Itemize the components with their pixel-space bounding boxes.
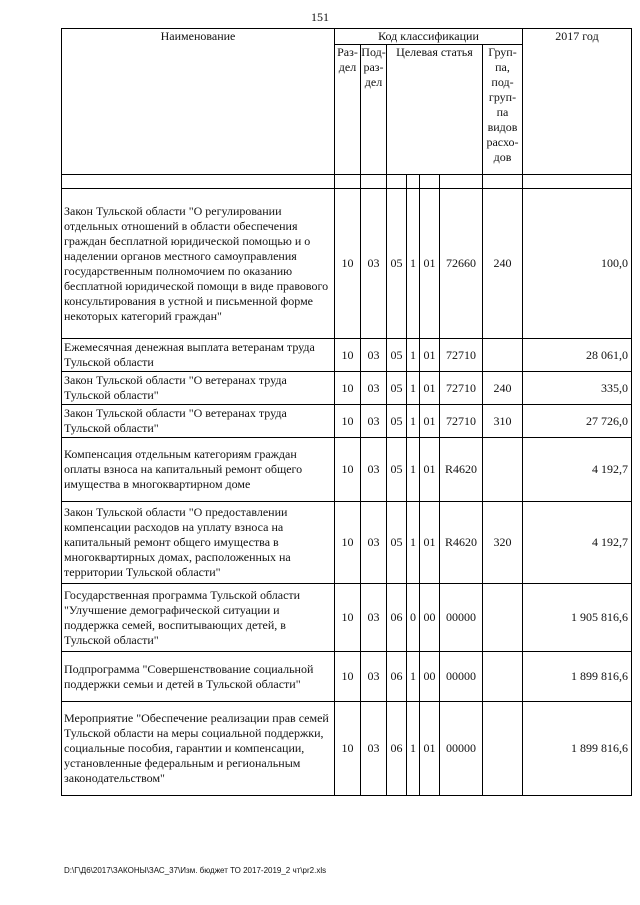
row-razdel: 10 xyxy=(335,502,361,584)
header-target: Целевая статья xyxy=(387,45,483,175)
row-group: 320 xyxy=(483,502,523,584)
header-code: Код классификации xyxy=(335,29,523,45)
row-name: Государственная программа Тульской области "Улучшение демографической ситуации и поддержка семей, воспитывающих детей, в Тульской области" xyxy=(62,584,335,652)
row-group xyxy=(483,652,523,702)
row-target-2: 0 xyxy=(407,584,420,652)
row-target-4: 00000 xyxy=(440,702,483,796)
row-target-4: 72710 xyxy=(440,339,483,372)
row-podrazdel: 03 xyxy=(361,702,387,796)
row-target-1: 05 xyxy=(387,502,407,584)
row-target-3: 01 xyxy=(420,438,440,502)
row-target-2: 1 xyxy=(407,652,420,702)
header-year: 2017 год xyxy=(523,29,632,175)
row-target-3: 01 xyxy=(420,372,440,405)
row-target-1: 06 xyxy=(387,584,407,652)
row-amount: 1 899 816,6 xyxy=(523,652,632,702)
row-podrazdel: 03 xyxy=(361,584,387,652)
row-target-2: 1 xyxy=(407,438,420,502)
header-razdel: Раз- дел xyxy=(335,45,361,175)
row-target-3: 01 xyxy=(420,405,440,438)
row-razdel: 10 xyxy=(335,438,361,502)
row-amount: 27 726,0 xyxy=(523,405,632,438)
row-group: 310 xyxy=(483,405,523,438)
table-row xyxy=(62,372,632,405)
row-razdel: 10 xyxy=(335,189,361,339)
table-row xyxy=(62,702,632,796)
row-target-2: 1 xyxy=(407,702,420,796)
page-number: 151 xyxy=(311,10,329,24)
row-name: Закон Тульской области "О регулировании отдельных отношений в области обеспечения граждан бесплатной юридической помощью и о наделении органов местного самоуправления государственным полномочием по оказанию бесплатной юридической помощи в виде правового консультирования в устной и письменной форме некоторых категорий граждан" xyxy=(62,189,335,339)
row-target-4: R4620 xyxy=(440,502,483,584)
row-amount: 4 192,7 xyxy=(523,502,632,584)
row-podrazdel: 03 xyxy=(361,372,387,405)
row-name: Ежемесячная денежная выплата ветеранам труда Тульской области xyxy=(62,339,335,372)
row-podrazdel: 03 xyxy=(361,339,387,372)
row-target-1: 06 xyxy=(387,652,407,702)
file-path-footer: D:\Г\Д6\2017\ЗАКОНЫ\ЗАС_37\Изм. бюджет ТО 2017-2019_2 чт\pr2.xls xyxy=(64,866,327,875)
row-name: Мероприятие "Обеспечение реализации прав семей Тульской области на меры социальной поддержки, социальные пособия, гарантии и компенсации, установленные федеральным и региональным законодательством" xyxy=(62,702,335,796)
table-row xyxy=(62,405,632,438)
table-row xyxy=(62,189,632,339)
row-target-2: 1 xyxy=(407,502,420,584)
row-target-3: 01 xyxy=(420,502,440,584)
row-podrazdel: 03 xyxy=(361,438,387,502)
row-target-1: 05 xyxy=(387,339,407,372)
row-target-3: 00 xyxy=(420,584,440,652)
row-target-1: 05 xyxy=(387,189,407,339)
row-target-3: 01 xyxy=(420,702,440,796)
row-target-2: 1 xyxy=(407,372,420,405)
row-amount: 28 061,0 xyxy=(523,339,632,372)
row-target-3: 01 xyxy=(420,339,440,372)
row-razdel: 10 xyxy=(335,405,361,438)
row-target-1: 05 xyxy=(387,405,407,438)
row-target-4: 72660 xyxy=(440,189,483,339)
row-razdel: 10 xyxy=(335,702,361,796)
row-target-4: 72710 xyxy=(440,405,483,438)
table-row xyxy=(62,339,632,372)
row-amount: 1 899 816,6 xyxy=(523,702,632,796)
table-row xyxy=(62,502,632,584)
row-target-1: 06 xyxy=(387,702,407,796)
row-amount: 335,0 xyxy=(523,372,632,405)
row-podrazdel: 03 xyxy=(361,189,387,339)
row-target-4: 00000 xyxy=(440,584,483,652)
row-name: Закон Тульской области "О предоставлении компенсации расходов на уплату взноса на капитальный ремонт общего имущества в многоквартирных домах, расположенных на территории Тульской области" xyxy=(62,502,335,584)
table-row xyxy=(62,584,632,652)
row-target-4: R4620 xyxy=(440,438,483,502)
row-amount: 100,0 xyxy=(523,189,632,339)
row-group: 240 xyxy=(483,372,523,405)
budget-table xyxy=(61,28,632,796)
header-podrazdel: Под- раз- дел xyxy=(361,45,387,175)
header-name: Наименование xyxy=(62,29,335,175)
row-razdel: 10 xyxy=(335,339,361,372)
row-razdel: 10 xyxy=(335,584,361,652)
row-group xyxy=(483,339,523,372)
row-target-2: 1 xyxy=(407,405,420,438)
row-name: Подпрограмма "Совершенствование социальной поддержки семьи и детей в Тульской области" xyxy=(62,652,335,702)
row-target-2: 1 xyxy=(407,189,420,339)
table-row xyxy=(62,438,632,502)
row-target-2: 1 xyxy=(407,339,420,372)
header-group: Груп- па, под- груп- па видов расхо- дов xyxy=(483,45,523,175)
row-amount: 1 905 816,6 xyxy=(523,584,632,652)
row-group: 240 xyxy=(483,189,523,339)
spacer-row xyxy=(62,175,632,189)
row-podrazdel: 03 xyxy=(361,502,387,584)
table-row xyxy=(62,652,632,702)
row-podrazdel: 03 xyxy=(361,652,387,702)
row-target-1: 05 xyxy=(387,372,407,405)
row-group xyxy=(483,702,523,796)
row-target-3: 01 xyxy=(420,189,440,339)
row-razdel: 10 xyxy=(335,372,361,405)
row-name: Компенсация отдельным категориям граждан оплаты взноса на капитальный ремонт общего имущества в многоквартирном доме xyxy=(62,438,335,502)
row-razdel: 10 xyxy=(335,652,361,702)
row-podrazdel: 03 xyxy=(361,405,387,438)
row-group xyxy=(483,584,523,652)
row-target-3: 00 xyxy=(420,652,440,702)
row-group xyxy=(483,438,523,502)
row-target-4: 72710 xyxy=(440,372,483,405)
row-target-4: 00000 xyxy=(440,652,483,702)
row-amount: 4 192,7 xyxy=(523,438,632,502)
row-name: Закон Тульской области "О ветеранах труда Тульской области" xyxy=(62,372,335,405)
row-target-1: 05 xyxy=(387,438,407,502)
row-name: Закон Тульской области "О ветеранах труда Тульской области" xyxy=(62,405,335,438)
